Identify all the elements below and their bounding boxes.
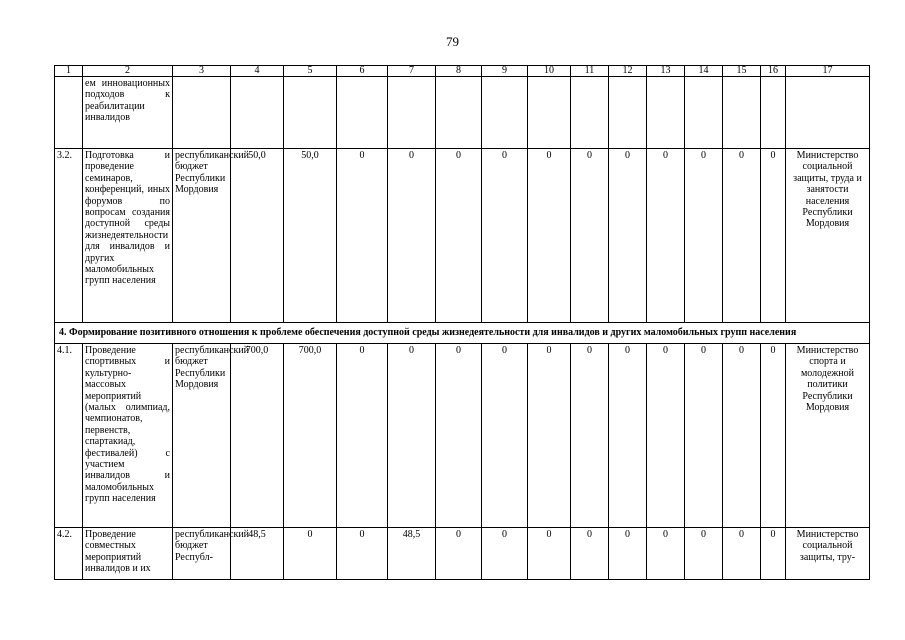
row-number: 4.2. <box>55 528 83 580</box>
funding-value: 0 <box>609 528 647 580</box>
funding-value: 48,5 <box>388 528 436 580</box>
funding-source: республиканский бюджет Республики Мордовия <box>173 149 231 323</box>
funding-value: 0 <box>609 149 647 323</box>
column-number: 10 <box>528 66 571 77</box>
funding-value: 0 <box>436 344 482 528</box>
table-row <box>55 344 870 528</box>
row-number: 3.2. <box>55 149 83 323</box>
funding-value: 0 <box>528 528 571 580</box>
section-title: 4. Формирование позитивного отношения к проблеме обеспечения доступной среды жизнедеятельности для инвалидов и других маломобильных групп населения <box>55 323 870 344</box>
funding-value: 0 <box>761 344 786 528</box>
program-table <box>54 65 870 580</box>
funding-value: 0 <box>761 149 786 323</box>
funding-value: 0 <box>482 344 528 528</box>
funding-value: 0 <box>761 528 786 580</box>
column-number: 4 <box>231 66 284 77</box>
column-number: 1 <box>55 66 83 77</box>
funding-value: 0 <box>723 344 761 528</box>
funding-source: республиканский бюджет Республ- <box>173 528 231 580</box>
column-number: 11 <box>571 66 609 77</box>
page-number: 79 <box>446 34 459 49</box>
funding-value: 50,0 <box>284 149 337 323</box>
column-number: 9 <box>482 66 528 77</box>
column-number-row <box>55 66 870 77</box>
funding-value: 0 <box>723 149 761 323</box>
funding-value: 0 <box>571 528 609 580</box>
funding-value: 0 <box>337 149 388 323</box>
funding-value: 0 <box>528 149 571 323</box>
responsible-executor: Министерство социальной защиты, труда и занятости населения Республики Мордовия <box>786 149 870 323</box>
funding-value: 0 <box>647 344 685 528</box>
column-number: 8 <box>436 66 482 77</box>
funding-value: 0 <box>337 344 388 528</box>
funding-value: 0 <box>685 528 723 580</box>
funding-value: 0 <box>685 344 723 528</box>
column-number: 6 <box>337 66 388 77</box>
row-number: 4.1. <box>55 344 83 528</box>
responsible-executor: Министерство спорта и молодежной политики Республики Мордовия <box>786 344 870 528</box>
rows-a <box>55 149 870 323</box>
funding-value: 0 <box>388 149 436 323</box>
funding-value: 0 <box>436 149 482 323</box>
funding-value: 0 <box>647 528 685 580</box>
funding-value: 0 <box>571 344 609 528</box>
funding-value: 0 <box>571 149 609 323</box>
column-number: 7 <box>388 66 436 77</box>
funding-value: 0 <box>337 528 388 580</box>
funding-value: 0 <box>609 344 647 528</box>
funding-value: 0 <box>528 344 571 528</box>
activity-description: ем инновационных подходов к реабилитации инвалидов <box>83 77 173 149</box>
column-number: 15 <box>723 66 761 77</box>
responsible-executor: Министерство социальной защиты, тру- <box>786 528 870 580</box>
rows-b <box>55 344 870 580</box>
continuation-row <box>55 77 870 149</box>
funding-value: 0 <box>685 149 723 323</box>
funding-value: 0 <box>482 149 528 323</box>
activity-description: Проведение спортивных и культурно-массовых мероприятий (малых олимпиад, чемпионатов, первенств, спартакиад, фестивалей) с участием инвалидов и маломобильных групп населения <box>83 344 173 528</box>
table-row <box>55 149 870 323</box>
funding-value: 0 <box>436 528 482 580</box>
column-number: 2 <box>83 66 173 77</box>
table-row <box>55 528 870 580</box>
funding-value: 0 <box>723 528 761 580</box>
funding-value: 0 <box>388 344 436 528</box>
activity-description: Проведение совместных мероприятий инвалидов и их <box>83 528 173 580</box>
funding-value: 0 <box>482 528 528 580</box>
column-number: 5 <box>284 66 337 77</box>
column-number: 3 <box>173 66 231 77</box>
column-number: 16 <box>761 66 786 77</box>
activity-description: Подготовка и проведение семинаров, конференций, иных форумов по вопросам создания доступной среды жизнедеятельности для инвалидов и других маломобильных групп населения <box>83 149 173 323</box>
funding-value: 48,5 <box>231 528 284 580</box>
column-number: 17 <box>786 66 870 77</box>
section-row <box>55 323 870 344</box>
funding-value: 50,0 <box>231 149 284 323</box>
column-number: 14 <box>685 66 723 77</box>
funding-value: 0 <box>647 149 685 323</box>
column-number: 12 <box>609 66 647 77</box>
funding-value: 0 <box>284 528 337 580</box>
funding-source: республиканский бюджет Республики Мордовия <box>173 344 231 528</box>
funding-value: 700,0 <box>231 344 284 528</box>
funding-value: 700,0 <box>284 344 337 528</box>
column-number: 13 <box>647 66 685 77</box>
